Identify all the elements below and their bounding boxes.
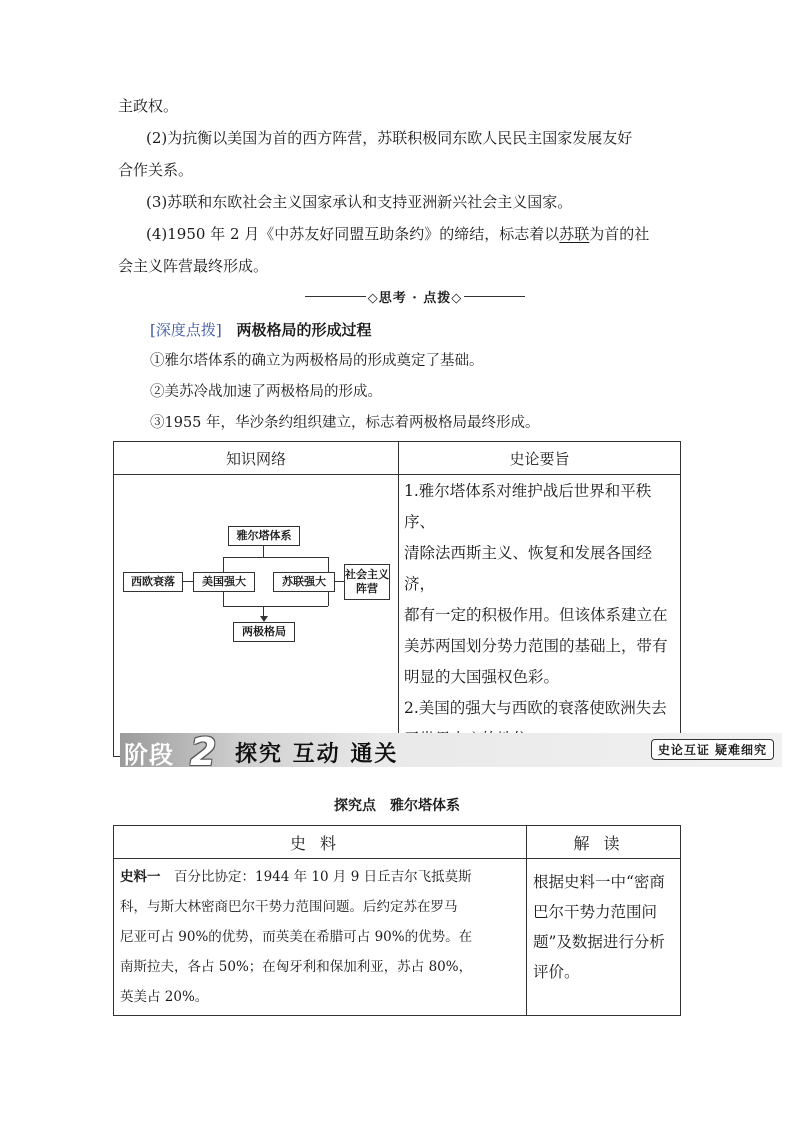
hint-point: ①雅尔塔体系的确立为两极格局的形成奠定了基础。 xyxy=(150,353,484,369)
gist-line: 明显的大国强权色彩。 xyxy=(404,668,560,686)
diagram-node-us: 美国强大 xyxy=(193,572,255,592)
body-line: 主政权。 xyxy=(118,97,179,115)
source-line: 英美占 20%。 xyxy=(120,989,209,1005)
body-line: (3)苏联和东欧社会主义国家承认和支持亚洲新兴社会主义国家。 xyxy=(146,193,573,211)
stage-banner xyxy=(120,730,782,774)
hint-point: ②美苏冷战加速了两极格局的形成。 xyxy=(150,384,382,400)
connector-line xyxy=(328,557,329,572)
body-line: 合作关系。 xyxy=(118,161,194,179)
table-header: 解读 xyxy=(527,826,681,859)
hint-point: ③1955 年，华沙条约组织建立，标志着两极格局最终形成。 xyxy=(150,415,540,431)
connector-line xyxy=(182,581,193,582)
gist-line: 清除法西斯主义、恢复和发展各国经济， xyxy=(404,544,653,593)
gist-line: 美苏两国划分势力范围的基础上，带有 xyxy=(404,637,668,655)
source-text: 百分比协定：1944 年 10 月 9 日丘吉尔飞抵莫斯 xyxy=(160,869,472,885)
knowledge-table xyxy=(113,441,681,757)
diagram-node-west-europe: 西欧衰落 xyxy=(123,572,183,592)
table-header: 知识网络 xyxy=(114,442,399,475)
stage-badge: 史论互证 疑难细究 xyxy=(651,739,774,760)
gist-line: 1.雅尔塔体系对维护战后世界和平秩序、 xyxy=(404,482,652,531)
connector-line xyxy=(223,557,328,558)
interpretation-cell xyxy=(527,859,681,1016)
gist-line: 2.美国的强大与西欧的衰落使欧洲失去 xyxy=(404,699,667,717)
divider-rule xyxy=(305,296,366,297)
diagram-node-bipolar: 两极格局 xyxy=(233,622,295,642)
connector-line xyxy=(223,591,224,606)
source-label: 史料一 xyxy=(120,869,161,885)
connector-line xyxy=(334,581,344,582)
interp-line: 根据史料一中“密商 xyxy=(533,873,665,891)
interp-line: 题”及数据进行分析 xyxy=(533,933,665,951)
section-title: 探究点 雅尔塔体系 xyxy=(334,798,460,814)
gist-cell xyxy=(399,475,681,757)
knowledge-diagram xyxy=(115,476,397,694)
diagram-node-socialist-camp: 社会主义阵营 xyxy=(344,564,390,600)
source-line: 南斯拉夫，各占 50%；在匈牙利和保加利亚，苏占 80%， xyxy=(120,959,473,975)
source-cell xyxy=(114,859,527,1016)
think-divider xyxy=(305,285,525,307)
connector-line xyxy=(223,606,328,607)
divider-rule xyxy=(464,296,525,297)
connector-line xyxy=(223,557,224,572)
gist-line: 都有一定的积极作用。但该体系建立在 xyxy=(404,606,668,624)
body-line: 会主义阵营最终形成。 xyxy=(118,257,269,275)
deep-hint-tag: [深度点拨] xyxy=(150,321,222,339)
body-line xyxy=(146,223,649,245)
source-line: 科，与斯大林密商巴尔干势力范围问题。后约定苏在罗马 xyxy=(120,899,458,915)
stage-label: 阶段 xyxy=(124,741,174,769)
connector-line xyxy=(328,591,329,606)
source-table xyxy=(113,825,681,1016)
knowledge-diagram-cell xyxy=(114,475,399,757)
source-line xyxy=(120,862,520,892)
table-header: 史料 xyxy=(114,826,527,859)
body-text: 为首的社 xyxy=(589,225,650,243)
stage-title: 探究 互动 通关 xyxy=(235,741,399,767)
stage-number: 2 xyxy=(190,730,217,774)
diagram-node-yalta: 雅尔塔体系 xyxy=(228,526,300,546)
table-header: 史论要旨 xyxy=(399,442,681,475)
source-line: 尼亚可占 90%的优势，而英美在希腊可占 90%的优势。在 xyxy=(120,929,473,945)
underlined-text: 苏联 xyxy=(559,225,590,243)
body-text: (4)1950 年 2 月《中苏友好同盟互助条约》的缔结，标志着以 xyxy=(146,225,560,243)
divider-label: ◇思考 · 点拨◇ xyxy=(367,290,463,306)
interp-line: 评价。 xyxy=(533,963,580,981)
diagram-node-soviet: 苏联强大 xyxy=(273,572,335,592)
deep-hint-title: 两极格局的形成过程 xyxy=(236,321,372,339)
body-line: (2)为抗衡以美国为首的西方阵营，苏联积极同东欧人民民主国家发展友好 xyxy=(146,129,633,147)
connector-line xyxy=(263,545,264,557)
interp-line: 巴尔干势力范围问 xyxy=(533,903,658,921)
deep-hint-heading xyxy=(150,319,372,341)
